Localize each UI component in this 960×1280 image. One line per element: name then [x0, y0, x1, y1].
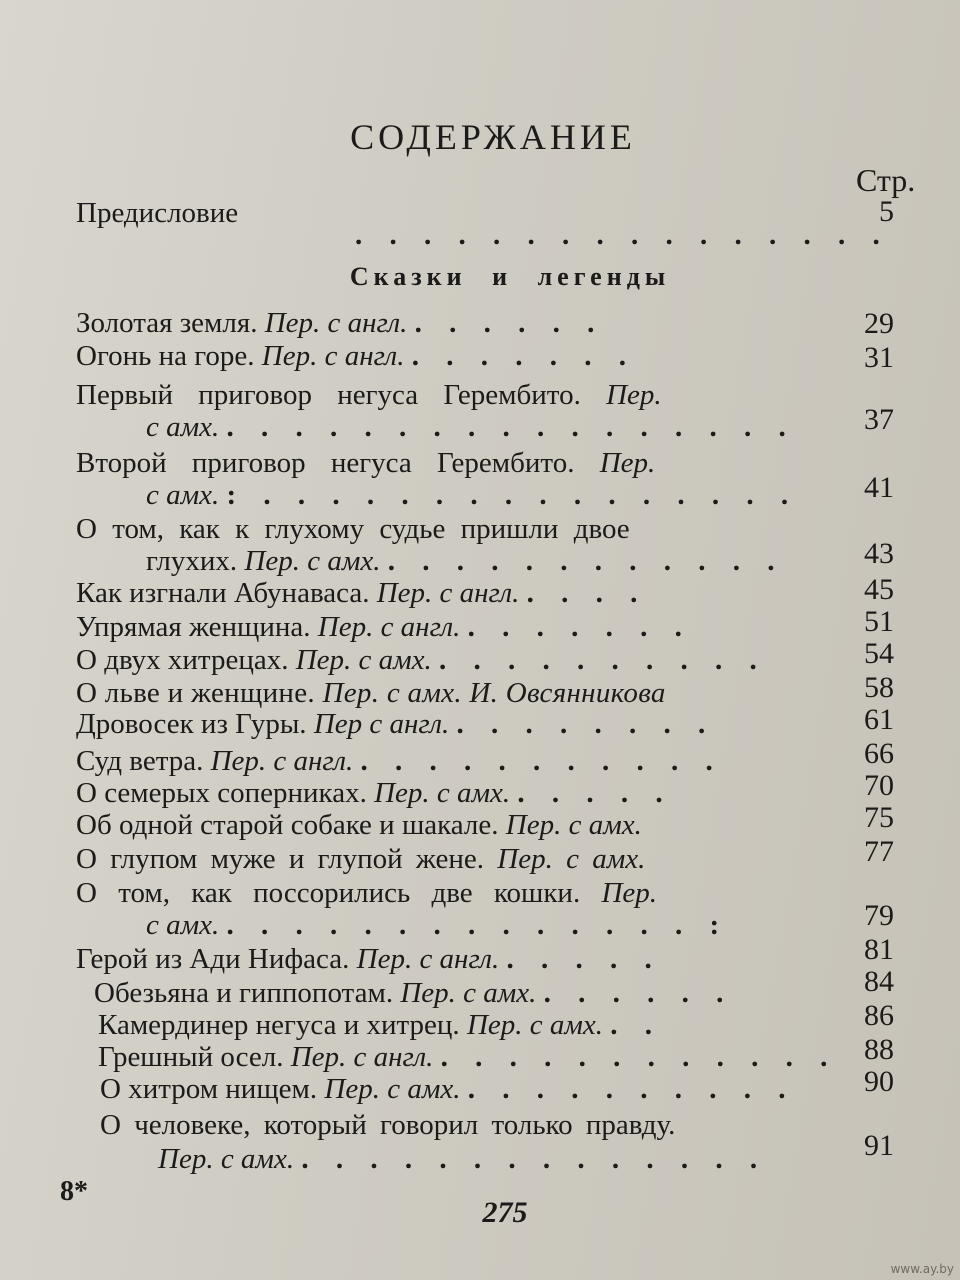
toc-entry — [76, 512, 630, 546]
toc-entry: Упрямая женщина. Пер. с англ. . . . . . . . — [76, 611, 692, 643]
toc-entry-continuation: глухих. Пер. с амх. . . . . . . . . . . . . — [146, 545, 785, 577]
entry-page-number: 61 — [864, 703, 894, 736]
entry-translation: Пер. — [601, 877, 658, 909]
watermark: www.ay.by — [890, 1262, 954, 1276]
page-title: СОДЕРЖАНИЕ — [350, 117, 636, 157]
entry-leader-dots: . . . . . . . . . . . . . . . . — [355, 219, 890, 251]
entry-translation: Пер. с англ. — [210, 745, 354, 777]
entry-title: О двух хитрецах. — [76, 644, 289, 676]
toc-entry: Дровосек из Гуры. Пер с англ. . . . . . . . . — [76, 708, 716, 740]
entry-title: Предисловие — [76, 197, 239, 229]
entry-title: Об одной старой собаке и шакале. — [76, 809, 499, 841]
toc-entry-continuation: с амх. : . . . . . . . . . . . . . . . . — [146, 479, 799, 511]
entry-translation: Пер. с амх. — [505, 809, 642, 841]
toc-entry: Как изгнали Абунаваса. Пер. с англ. . . . . — [76, 577, 648, 609]
entry-translation: Пер. с амх. — [400, 977, 537, 1009]
signature-mark: 8* — [60, 1176, 88, 1207]
toc-entry — [76, 842, 645, 876]
toc-entry — [100, 1108, 675, 1142]
entry-title: Второй приговор негуса Герембито. — [76, 447, 575, 479]
toc-entry-continuation: с амх. . . . . . . . . . . . . . . . . . — [146, 411, 796, 443]
entry-title: Грешный осел. — [98, 1041, 284, 1073]
toc-entry: Обезьяна и гиппопотам. Пер. с амх. . . . . . . — [94, 977, 734, 1009]
entry-title: Камердинер негуса и хитрец. — [98, 1009, 460, 1041]
entry-translation: Пер. с англ. — [317, 611, 461, 643]
entry-title: Обезьяна и гиппопотам. — [94, 977, 394, 1009]
toc-entry-preface — [76, 196, 238, 230]
entry-translation: Пер. с амх. — [497, 843, 646, 875]
toc-entry: Золотая земля. Пер. с англ. . . . . . . — [76, 307, 605, 339]
entry-title-continuation: глухих. — [146, 545, 238, 577]
entry-title: О том, как к глухому судье пришли двое — [76, 513, 630, 545]
entry-title: О человеке, который говорил только правду. — [100, 1109, 676, 1141]
entry-page-number: 41 — [864, 471, 894, 504]
entry-page-number: 77 — [864, 835, 894, 868]
entry-page-number: 70 — [864, 769, 894, 802]
entry-translation: Пер. с англ. — [376, 577, 520, 609]
entry-title: О глупом муже и глупой жене. — [76, 843, 485, 875]
entry-title: Первый приговор негуса Герембито. — [76, 379, 581, 411]
entry-page-number: 90 — [864, 1065, 894, 1098]
entry-page-number: 45 — [864, 573, 894, 606]
entry-page-number: 5 — [879, 195, 894, 228]
entry-title: О семерых соперниках. — [76, 777, 367, 809]
entry-translation: Пер. с англ. — [290, 1041, 434, 1073]
toc-entry: О двух хитрецах. Пер. с амх. . . . . . . . . . . — [76, 644, 767, 676]
toc-entry: Грешный осел. Пер. с англ. . . . . . . . . . . . . — [98, 1041, 838, 1073]
toc-entry — [76, 676, 666, 710]
entry-translation: Пер. с амх. — [466, 1009, 604, 1041]
entry-translation: Пер. с амх. — [244, 545, 381, 577]
section-heading: Сказки и легенды — [349, 262, 671, 291]
toc-entry — [76, 876, 657, 910]
entry-translation: Пер. с амх. — [374, 777, 511, 809]
entry-translation: Пер. с англ. — [264, 307, 408, 339]
entry-translation: с амх. — [146, 479, 220, 511]
entry-translation: Пер. с англ. — [356, 943, 500, 975]
entry-title: О льве и женщине. — [76, 677, 315, 709]
toc-entry: Камердинер негуса и хитрец. Пер. с амх. . . — [98, 1009, 663, 1041]
entry-page-number: 54 — [864, 637, 894, 670]
entry-page-number: 43 — [864, 537, 894, 570]
entry-translation: Пер. — [606, 379, 662, 411]
entry-title: О хитром нищем. — [100, 1073, 318, 1105]
entry-title: Как изгнали Абунаваса. — [76, 577, 370, 609]
entry-title: О том, как поссорились две кошки. — [76, 877, 581, 909]
entry-translation: с амх. — [146, 909, 220, 941]
toc-entry: Огонь на горе. Пер. с англ. . . . . . . . — [76, 340, 636, 372]
entry-translation: Пер. с амх. И. Овсянникова — [322, 677, 666, 709]
entry-translation: Пер. — [599, 447, 656, 479]
entry-page-number: 29 — [864, 307, 894, 340]
entry-page-number: 88 — [864, 1033, 894, 1066]
entry-title: Суд ветра. — [76, 745, 204, 777]
entry-page-number: 79 — [864, 899, 894, 932]
toc-entry — [76, 808, 642, 842]
toc-entry: Герой из Ади Нифаса. Пер. с англ. . . . . . — [76, 943, 662, 975]
entry-title: Золотая земля. — [76, 307, 258, 339]
entry-translation: с амх. — [146, 411, 220, 443]
entry-title: Герой из Ади Нифаса. — [76, 943, 350, 975]
entry-page-number: 58 — [864, 671, 894, 704]
page-column-label: Стр. — [856, 162, 916, 198]
entry-page-number: 66 — [864, 737, 894, 770]
entry-translation: Пер. с амх. — [158, 1143, 295, 1175]
entry-translation: Пер с англ. — [313, 708, 450, 740]
toc-entry — [76, 378, 662, 412]
entry-page-number: 37 — [864, 403, 894, 436]
toc-entry: О семерых соперниках. Пер. с амх. . . . . . — [76, 777, 673, 809]
entry-page-number: 31 — [864, 341, 894, 374]
toc-entry: О хитром нищем. Пер. с амх. . . . . . . . . . . — [100, 1073, 796, 1105]
page-number: 275 — [482, 1196, 528, 1229]
entry-page-number: 84 — [864, 965, 894, 998]
toc-entry-continuation: Пер. с амх. . . . . . . . . . . . . . . — [158, 1143, 768, 1175]
entry-translation: Пер. с амх. — [324, 1073, 461, 1105]
entry-page-number: 75 — [864, 801, 894, 834]
toc-entry — [76, 446, 655, 480]
toc-entry: Суд ветра. Пер. с англ. . . . . . . . . . . . — [76, 745, 723, 777]
entry-page-number: 86 — [864, 999, 894, 1032]
entry-title: Упрямая женщина. — [76, 611, 311, 643]
entry-title: Дровосек из Гуры. — [76, 708, 307, 740]
entry-translation: Пер. с амх. — [295, 644, 432, 676]
toc-entry-continuation: с амх. . . . . . . . . . . . . . . : — [146, 909, 730, 941]
entry-title: Огонь на горе. — [76, 340, 255, 372]
entry-page-number: 51 — [864, 605, 894, 638]
entry-page-number: 81 — [864, 933, 894, 966]
entry-page-number: 91 — [864, 1129, 894, 1162]
entry-translation: Пер. с англ. — [261, 340, 405, 372]
